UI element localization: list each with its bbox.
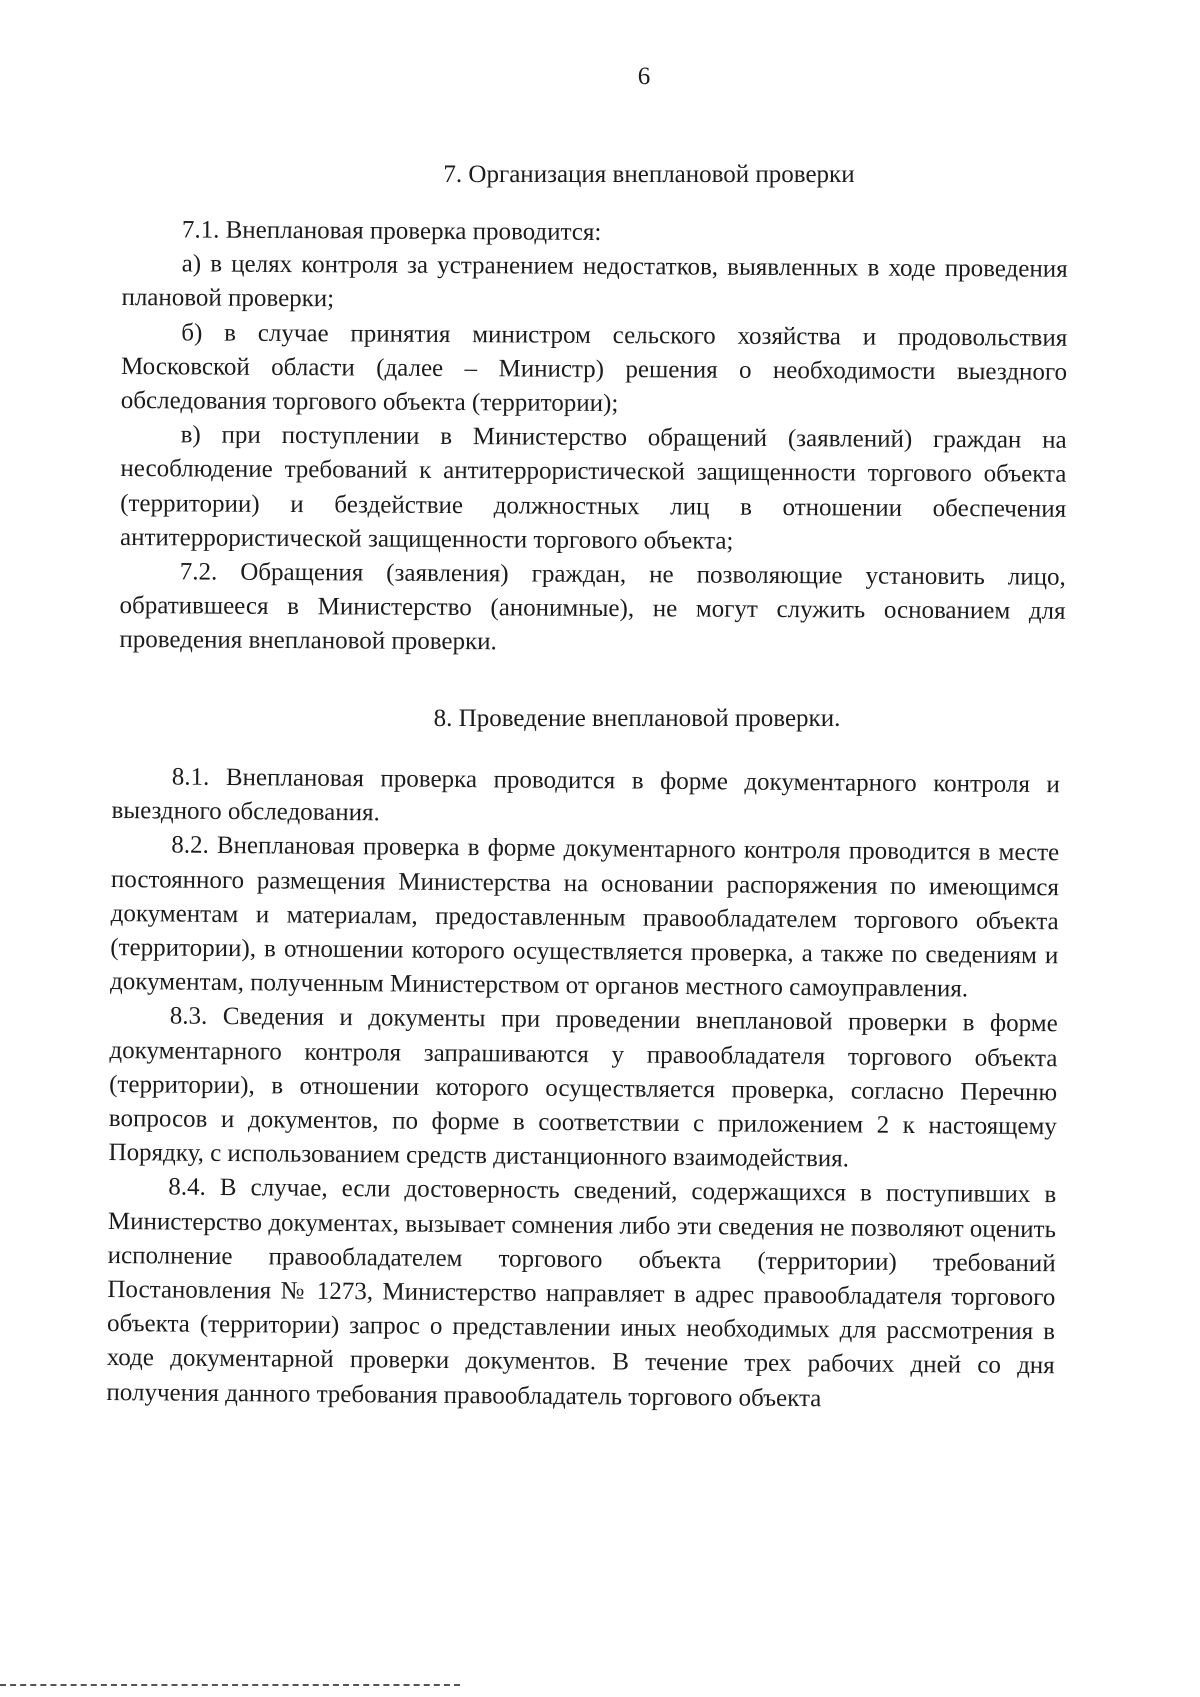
section-8-body: [106, 760, 1060, 1418]
paragraph-7-1-a: а) в целях контроля за устранением недостатков, выявленных в ходе проведения плановой проверки;: [121, 250, 1068, 313]
section-7-heading: 7. Организация внеплановой проверки: [443, 161, 855, 188]
paragraph-8-1: 8.1. Внеплановая проверка проводится в форме документарного контроля и выездного обследования.: [111, 763, 1060, 827]
page-number: 6: [637, 63, 651, 90]
scan-edge-marks: [0, 1684, 460, 1686]
section-7-body: [119, 213, 1068, 663]
paragraph-7-1: 7.1. Внеплановая проверка проводится:: [181, 216, 602, 246]
paragraph-7-1-v: в) при поступлении в Министерство обращений (заявлений) граждан на несоблюдение требований к антитеррористической защищенности торгового объекта (территории) и бездействие должностных лиц в отношении обеспечения антитеррористической защищенности торгового объекта;: [119, 421, 1067, 555]
paragraph-7-1-b: б) в случае принятия министром сельского хозяйства и продовольствия Московской области (далее – Министр) решения о необходимости выездного обследования торгового объекта (территории);: [120, 318, 1068, 418]
section-8-heading: 8. Проведение внеплановой проверки.: [433, 705, 841, 732]
paragraph-8-2: 8.2. Внеплановая проверка в форме документарного контроля проводится в месте постоянного размещения Министерства на основании распоряжения по имеющимся документам и материалам, предоставленным правообладателем торгового объекта (территории), в отношении которого осуществляется проверка, а также по сведениям и документам, полученным Министерством от органов местного самоуправления.: [109, 831, 1060, 1003]
paragraph-8-4: 8.4. В случае, если достоверность сведений, содержащихся в поступивших в Министерство документах, вызывает сомнения либо эти сведения не позволяют оценить исполнение правообладателем торгового объекта (территории) требований Постановления № 1273, Министерство направляет в адрес правообладателя торгового объекта (территории) запрос о представлении иных необходимых для рассмотрения в ходе документарной проверки документов. В течение трех рабочих дней со дня получения данного требования правообладатель торгового объекта: [106, 1173, 1057, 1412]
paragraph-7-2: 7.2. Обращения (заявления) граждан, не позволяющие установить лицо, обратившееся в Министерство (анонимные), не могут служить основанием для проведения внеплановой проверки.: [119, 558, 1066, 656]
paragraph-8-3: 8.3. Сведения и документы при проведении внеплановой проверки в форме документарного контроля запрашиваются у правообладателя торгового объекта (территории), в отношении которого осуществляется проверка, согласно Перечню вопросов и документов, по форме в соответствии с приложением 2 к настоящему Порядку, с использованием средств дистанционного взаимодействия.: [108, 1002, 1058, 1173]
